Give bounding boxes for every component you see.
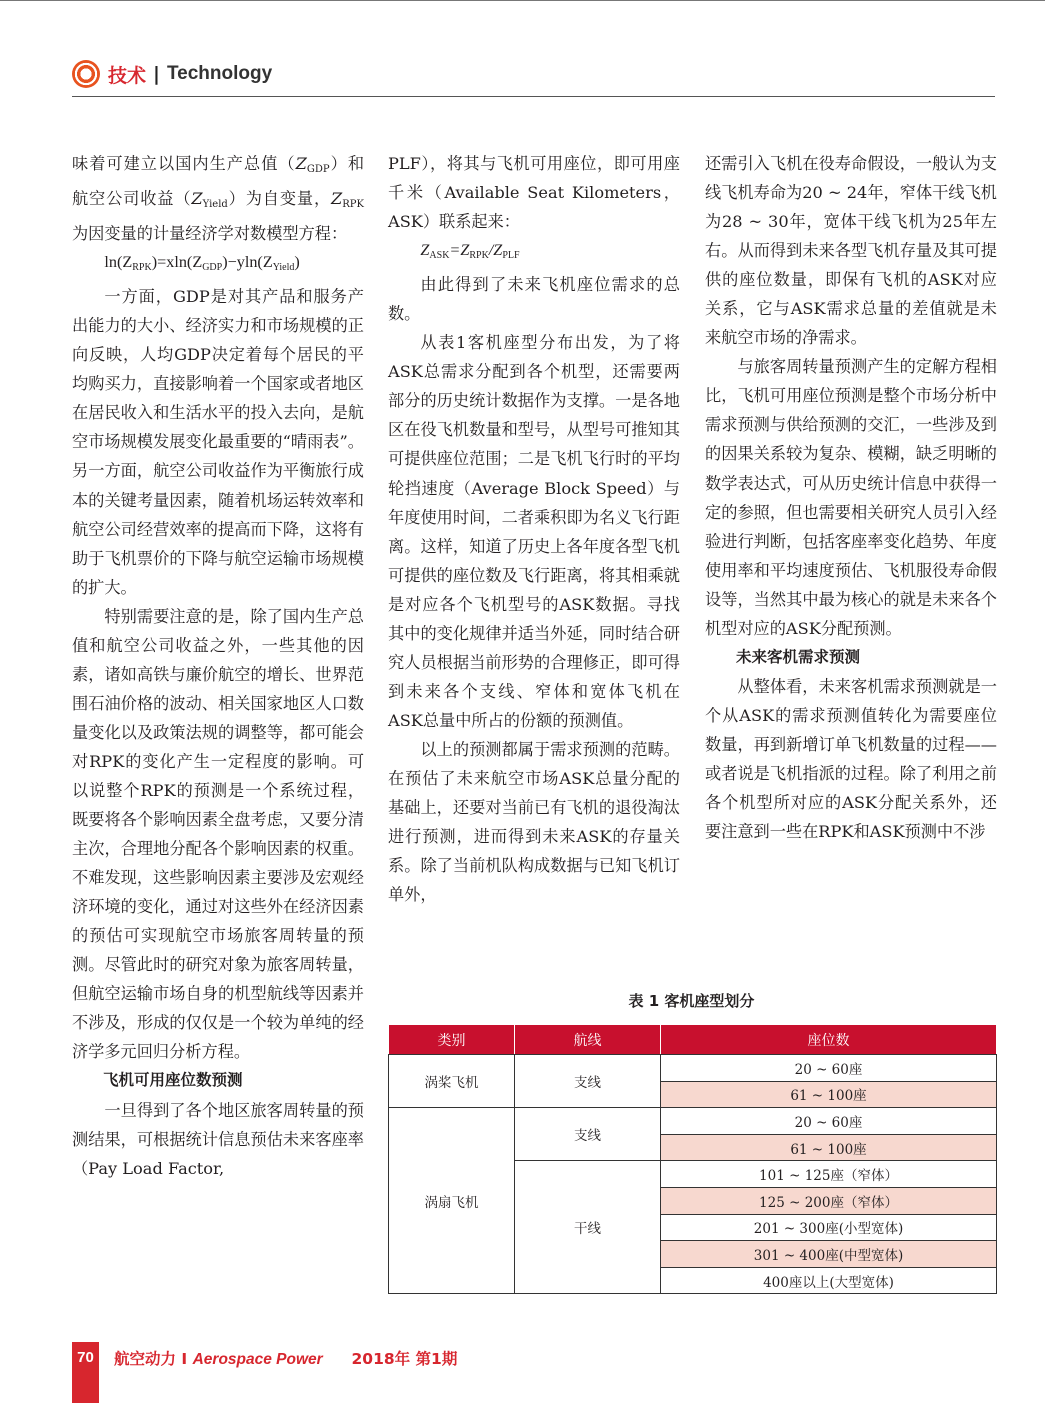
paragraph: 还需引入飞机在役寿命假设，一般认为支线飞机寿命为20 ~ 24年，窄体干线飞机为28 ~ 30年，宽体干线飞机为25年左右。从而得到未来各型飞机存量及其可提供的座位数量，即保有飞机的ASK对应关系，它与ASK需求总量的差值就是未来航空市场的净需求。 bbox=[705, 154, 997, 348]
column-3 bbox=[705, 149, 997, 846]
cell-seats: 20 ~ 60座 bbox=[661, 1108, 997, 1135]
table-title: 表 1 客机座型划分 bbox=[628, 992, 755, 1010]
cell-category: 涡扇飞机 bbox=[389, 1108, 515, 1294]
cell-seats: 20 ~ 60座 bbox=[661, 1055, 997, 1082]
column-1 bbox=[72, 149, 364, 1183]
header-rule bbox=[72, 96, 995, 97]
header-category: 类别 bbox=[389, 1025, 515, 1055]
formula-loglinear: $\ln(Z_{RPK})=xln(Z_{GDP})-yln(Z_{Yield})$ bbox=[104, 253, 300, 274]
footer-separator: I bbox=[181, 1350, 188, 1368]
paragraph: 从整体看，未来客机需求预测就是一个从ASK的需求预测值转化为需要座位数量，再到新增订单飞机数量的过程——或者说是飞机指派的过程。除了利用之前各个机型所对应的ASK分配关系外，还要注意到一些在RPK和ASK预测中不涉 bbox=[705, 676, 997, 842]
header-seats: 座位数 bbox=[661, 1025, 997, 1055]
table-row bbox=[389, 1108, 997, 1135]
footer-journal bbox=[114, 1347, 457, 1369]
paragraph: 与旅客周转量预测产生的定解方程相比，飞机可用座位预测是整个市场分析中需求预测与供给预测的交汇，一些涉及到的因果关系较为复杂、模糊，缺乏明晰的数学表达式，可从历史统计信息中获得一定的参照，但也需要相关研究人员引入经验进行判断，包括客座率变化趋势、年度使用率和平均速度预估、飞机服役寿命假设等，当然其中最为核心的就是未来各个机型对应的ASK分配预测。 bbox=[705, 357, 997, 638]
top-rule bbox=[0, 0, 1045, 1]
paragraph: 味着可建立以国内生产总值$(Z_{GDP})$和航空公司收益$(Z_{Yield})$为自变量，$Z_{RPK}$为因变量的计量经济学对数模型方程： bbox=[72, 154, 365, 244]
header-route: 航线 bbox=[515, 1025, 661, 1055]
journal-name-en: Aerospace Power bbox=[192, 1351, 323, 1368]
cell-seats: 101 ~ 125座（窄体） bbox=[661, 1161, 997, 1188]
section-heading: 飞机可用座位数预测 bbox=[103, 1071, 243, 1090]
paragraph: 由此得到了未来飞机座位需求的总数。 bbox=[388, 275, 680, 324]
paragraph: 特别需要注意的是，除了国内生产总值和航空公司收益之外，一些其他的因素，诸如高铁与廉价航空的增长、世界范围石油价格的波动、相关国家地区人口数量变化以及政策法规的调整等，都可能会对RPK的变化产生一定程度的影响。可以说整个RPK的预测是一个系统过程，既要将各个影响因素全盘考虑，又要分清主次，合理地分配各个影响因素的权重。不难发现，这些影响因素主要涉及宏观经济环境的变化，通过对这些外在经济因素的预估可实现航空市场旅客周转量的预测。尽管此时的研究对象为旅客周转量，但航空运输市场自身的机型航线等因素并不涉及，形成的仅仅是一个较为单纯的经济学多元回归分析方程。 bbox=[72, 606, 364, 1062]
header-separator: | bbox=[153, 63, 160, 85]
paragraph: 一旦得到了各个地区旅客周转量的预测结果，可根据统计信息预估未来客座率（Pay Load Factor, bbox=[72, 1100, 364, 1178]
page-header bbox=[72, 57, 272, 91]
column-2 bbox=[388, 149, 680, 909]
cell-category: 涡桨飞机 bbox=[389, 1055, 515, 1108]
cell-seats: 400座以上(大型宽体) bbox=[661, 1267, 997, 1294]
cell-route: 干线 bbox=[515, 1161, 661, 1294]
cell-seats: 125 ~ 200座（窄体） bbox=[661, 1187, 997, 1214]
cell-route: 支线 bbox=[515, 1055, 661, 1108]
paragraph: 一方面，GDP是对其产品和服务产出能力的大小、经济实力和市场规模的正向反映，人均GDP决定着每个居民的平均购买力，直接影响着一个国家或者地区在居民收入和生活水平的投入去向，是航空市场规模发展变化最重要的“晴雨表”。另一方面，航空公司收益作为平衡旅行成本的关键考量因素，随着机场运转效率和航空公司经营效率的提高而下降，这将有助于飞机票价的下降与航空运输市场规模的扩大。 bbox=[72, 287, 364, 597]
section-title-en: Technology bbox=[166, 63, 273, 84]
cell-seats: 61 ~ 100座 bbox=[661, 1134, 997, 1161]
table-header-row bbox=[389, 1025, 997, 1055]
paragraph: 以上的预测都属于需求预测的范畴。在预估了未来航空市场ASK总量分配的基础上，还要对当前已有飞机的退役淘汰进行预测，进而得到未来ASK的存量关系。除了当前机队构成数据与已知飞机订单外， bbox=[388, 739, 680, 905]
cell-route: 支线 bbox=[515, 1108, 661, 1161]
section-heading: 未来客机需求预测 bbox=[736, 647, 861, 666]
cell-seats: 61 ~ 100座 bbox=[661, 1081, 997, 1108]
journal-issue: 2018年 第1期 bbox=[351, 1350, 458, 1368]
cell-seats: 201 ~ 300座(小型宽体) bbox=[661, 1214, 997, 1241]
paragraph: 从表1客机座型分布出发，为了将ASK总需求分配到各个机型，还需要两部分的历史统计数据作为支撑。一是各地区在役飞机数量和型号，从型号可推知其可提供座位范围；二是飞机飞行时的平均轮挡速度（Average Block Speed）与年度使用时间，二者乘积即为名义飞行距离。这样，知道了历史上各年度各型飞机可提供的座位数及飞行距离，将其相乘就是对应各个飞机型号的ASK数据。寻找其中的变化规律并适当外延，同时结合研究人员根据当前形势的合理修正，即可得到未来各个支线、窄体和宽体飞机在ASK总量中所占的份额的预测值。 bbox=[388, 333, 680, 730]
paragraph: PLF），将其与飞机可用座位，即可用座千米（Available Seat Kilometers，ASK）联系起来： bbox=[388, 154, 680, 232]
page-number: 70 bbox=[77, 1349, 94, 1366]
journal-name-cn: 航空动力 bbox=[114, 1350, 177, 1368]
section-logo-icon bbox=[72, 60, 100, 88]
table-row bbox=[389, 1055, 997, 1082]
section-title-cn: 技术 bbox=[108, 64, 147, 87]
cell-seats: 301 ~ 400座(中型宽体) bbox=[661, 1241, 997, 1268]
seat-class-table bbox=[388, 1024, 997, 1294]
formula-ask: $Z_{ASK}=Z_{RPK}/Z_{PLF}$ bbox=[420, 241, 520, 262]
